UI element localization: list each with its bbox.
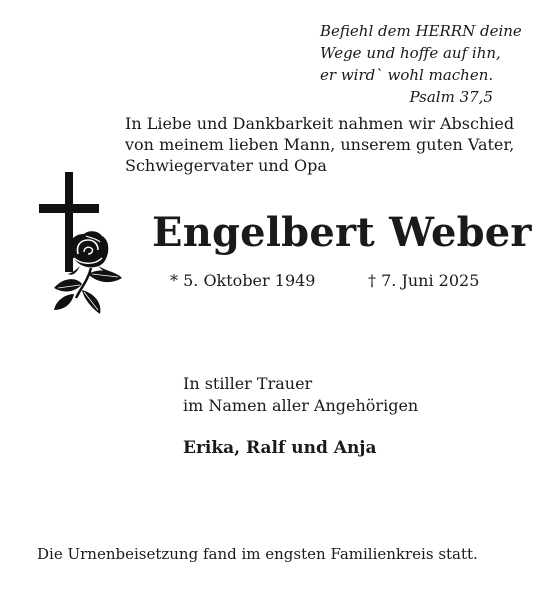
rose-icon bbox=[54, 231, 122, 314]
deceased-name: Engelbert Weber bbox=[152, 209, 532, 256]
birth-date: * 5. Oktober 1949 bbox=[170, 271, 316, 290]
bible-quote bbox=[320, 20, 535, 108]
death-date: † 7. Juni 2025 bbox=[368, 271, 480, 290]
quote-line: Befiehl dem HERRN deine bbox=[320, 22, 522, 40]
quote-line: Wege und hoffe auf ihn, bbox=[320, 44, 501, 62]
intro-line: Schwiegervater und Opa bbox=[125, 156, 327, 175]
family-names: Erika, Ralf und Anja bbox=[183, 438, 377, 458]
mourning-line: im Namen aller Angehörigen bbox=[183, 396, 419, 415]
mourning-line: In stiller Trauer bbox=[183, 374, 313, 393]
intro-text bbox=[125, 113, 545, 176]
intro-line: von meinem lieben Mann, unserem guten Vater, bbox=[125, 135, 515, 154]
mourning-text bbox=[183, 373, 418, 417]
quote-reference: Psalm 37,5 bbox=[409, 88, 493, 106]
intro-line: In Liebe und Dankbarkeit nahmen wir Abschied bbox=[125, 114, 515, 133]
quote-line: er wird` wohl machen. bbox=[320, 66, 494, 84]
cross-rose-emblem bbox=[36, 170, 128, 315]
burial-note: Die Urnenbeisetzung fand im engsten Familienkreis statt. bbox=[37, 545, 478, 563]
